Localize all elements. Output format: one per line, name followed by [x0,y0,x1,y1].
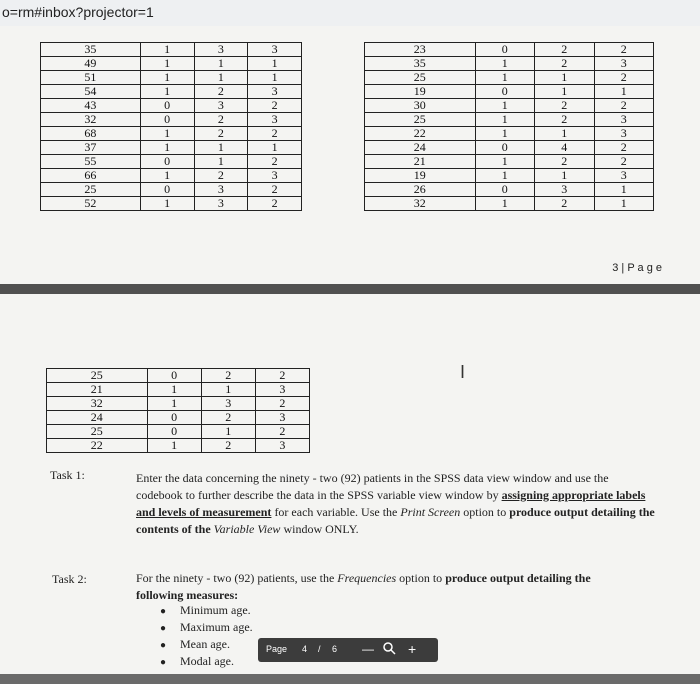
text-cursor-icon: I [460,362,466,382]
table-cell: 1 [194,71,248,85]
table-cell: 2 [594,71,654,85]
zoom-out-button[interactable]: — [362,642,374,656]
table-cell: 1 [248,141,302,155]
table-cell: 0 [475,141,535,155]
table-row [47,397,310,411]
table-cell: 0 [147,369,201,383]
table-cell: 1 [594,183,654,197]
page-footer: 3 | P a g e [612,262,662,274]
table-cell: 2 [201,369,255,383]
table-cell: 32 [41,113,141,127]
table-cell: 2 [194,127,248,141]
table-cell: 1 [475,71,535,85]
table-cell: 2 [248,183,302,197]
table-cell: 2 [255,369,309,383]
table-cell: 21 [47,383,148,397]
task1-italic: Print Screen [400,505,461,519]
data-table-continued [46,368,310,453]
table-cell: 3 [194,99,248,113]
table-cell: 2 [248,127,302,141]
table-cell: 3 [194,183,248,197]
table-cell: 2 [248,99,302,113]
table-cell: 25 [47,369,148,383]
table-cell: 52 [41,197,141,211]
task2-label: Task 2: [52,572,87,586]
table-cell: 37 [41,141,141,155]
table-row [365,99,654,113]
zoom-in-button[interactable]: + [408,641,417,657]
task1-text-part: for each variable. Use the [271,505,401,519]
page-gap [0,284,700,294]
table-cell: 3 [594,169,654,183]
table-cell: 1 [475,99,535,113]
table-cell: 25 [47,425,148,439]
table-cell: 24 [365,141,476,155]
table-cell: 49 [41,57,141,71]
table-cell: 3 [194,197,248,211]
table-cell: 1 [475,127,535,141]
table-cell: 3 [255,383,309,397]
table-cell: 3 [594,127,654,141]
table-cell: 2 [194,113,248,127]
task1-text [136,470,656,538]
table-cell: 1 [594,85,654,99]
table-cell: 23 [365,43,476,57]
data-table-right [364,42,654,211]
table-row [365,141,654,155]
table-cell: 2 [248,155,302,169]
table-row [47,425,310,439]
table-row [365,71,654,85]
table-cell: 0 [140,155,194,169]
table-row [365,85,654,99]
table-cell: 1 [194,57,248,71]
document-page-3 [0,26,700,284]
table-cell: 26 [365,183,476,197]
table-cell: 1 [147,397,201,411]
table-cell: 0 [140,99,194,113]
table-cell: 1 [535,85,595,99]
table-cell: 1 [594,197,654,211]
zoom-icon[interactable] [382,641,396,657]
task1-text-part: option to [460,505,510,519]
table-cell: 2 [194,85,248,99]
url-text[interactable]: o=rm#inbox?projector=1 [2,4,154,20]
list-item [160,653,253,670]
bottom-edge [0,674,700,684]
table-cell: 35 [365,57,476,71]
table-cell: 25 [365,113,476,127]
table-cell: 1 [140,197,194,211]
table-cell: 19 [365,169,476,183]
table-cell: 2 [535,57,595,71]
table-cell: 1 [535,127,595,141]
table-cell: 1 [140,141,194,155]
table-row [41,99,302,113]
bullet-icon: ● [160,606,167,617]
task1-label: Task 1: [50,468,85,482]
task1-text-part: Enter the data concerning the ninety - two (92) patients in the SPSS data view window and use the codebook to further describe the data in the SPSS variable view window by [136,471,609,502]
document-page-4 [0,294,700,674]
table-cell: 32 [365,197,476,211]
table-cell: 3 [248,43,302,57]
table-cell: 2 [255,425,309,439]
table-row [41,183,302,197]
table-cell: 2 [194,169,248,183]
table-row [365,183,654,197]
table-cell: 2 [535,197,595,211]
table-cell: 51 [41,71,141,85]
table-cell: 19 [365,85,476,99]
table-cell: 3 [255,439,309,453]
table-cell: 1 [140,169,194,183]
task2-bold: produce output detailing the following measures: [136,571,591,602]
table-cell: 3 [248,85,302,99]
table-cell: 2 [535,43,595,57]
table-cell: 3 [248,169,302,183]
task1-underlined: assigning appropriate labels and levels of measurement [136,488,646,519]
table-cell: 2 [594,141,654,155]
table-row [41,43,302,57]
table-cell: 54 [41,85,141,99]
list-item-text: Mean age. [180,637,230,651]
table-cell: 32 [47,397,148,411]
table-cell: 3 [248,113,302,127]
bullet-icon: ● [160,640,167,651]
task2-text [136,570,606,604]
table-cell: 43 [41,99,141,113]
table-row [47,383,310,397]
table-cell: 3 [194,43,248,57]
table-cell: 0 [140,183,194,197]
table-cell: 2 [594,155,654,169]
table-row [41,71,302,85]
table-row [365,43,654,57]
table-row [47,439,310,453]
task2-text-part: option to [396,571,446,585]
list-item-text: Minimum age. [180,603,251,617]
list-item-text: Maximum age. [180,620,253,634]
table-cell: 0 [475,43,535,57]
table-cell: 1 [248,71,302,85]
table-cell: 3 [594,113,654,127]
page-label: Page [266,644,288,654]
table-cell: 1 [194,141,248,155]
task2-text-part: For the ninety - two (92) patients, use the [136,571,338,585]
list-item [160,602,253,619]
table-cell: 1 [535,169,595,183]
list-item [160,619,253,636]
table-row [365,127,654,141]
table-row [41,57,302,71]
page-separator: / [318,644,321,654]
page-current[interactable]: 4 [302,644,308,654]
page-navigation-toolbar [258,638,438,662]
task1-text-part: window ONLY. [280,522,359,536]
table-cell: 0 [147,425,201,439]
task1-italic: Variable View [213,522,281,536]
task1-bold: produce output detailing the contents of the [136,505,655,536]
table-row [365,197,654,211]
table-cell: 1 [475,155,535,169]
table-cell: 1 [140,57,194,71]
table-cell: 2 [594,43,654,57]
table-cell: 0 [147,411,201,425]
table-cell: 24 [47,411,148,425]
table-cell: 1 [248,57,302,71]
table-cell: 1 [201,425,255,439]
table-cell: 1 [535,71,595,85]
table-cell: 0 [475,183,535,197]
table-cell: 25 [41,183,141,197]
table-row [47,369,310,383]
table-row [41,197,302,211]
table-row [365,57,654,71]
table-cell: 2 [201,411,255,425]
table-cell: 2 [255,397,309,411]
table-cell: 3 [535,183,595,197]
table-cell: 1 [194,155,248,169]
table-cell: 0 [475,85,535,99]
table-cell: 21 [365,155,476,169]
table-row [41,141,302,155]
list-item [160,636,253,653]
table-row [41,155,302,169]
table-row [365,169,654,183]
table-cell: 2 [594,99,654,113]
table-row [41,169,302,183]
table-row [41,113,302,127]
table-cell: 3 [255,411,309,425]
table-cell: 1 [475,113,535,127]
table-cell: 66 [41,169,141,183]
table-row [41,85,302,99]
table-cell: 1 [140,127,194,141]
table-cell: 22 [365,127,476,141]
table-cell: 2 [535,155,595,169]
data-table-left [40,42,302,211]
table-cell: 25 [365,71,476,85]
table-cell: 55 [41,155,141,169]
table-row [41,127,302,141]
table-cell: 1 [147,439,201,453]
task2-italic: Frequencies [337,571,397,585]
table-cell: 22 [47,439,148,453]
table-row [365,155,654,169]
table-cell: 2 [535,113,595,127]
table-cell: 1 [201,383,255,397]
bullet-icon: ● [160,657,167,668]
table-cell: 1 [140,43,194,57]
table-cell: 68 [41,127,141,141]
table-cell: 3 [201,397,255,411]
table-cell: 4 [535,141,595,155]
list-item-text: Modal age. [180,654,234,668]
bullet-icon: ● [160,623,167,634]
page-total: 6 [332,644,338,654]
table-cell: 1 [147,383,201,397]
table-cell: 30 [365,99,476,113]
table-cell: 2 [248,197,302,211]
table-cell: 1 [475,169,535,183]
table-cell: 1 [475,197,535,211]
table-cell: 0 [140,113,194,127]
table-cell: 1 [140,85,194,99]
measures-list [160,602,253,670]
table-cell: 3 [594,57,654,71]
table-cell: 2 [535,99,595,113]
table-cell: 1 [475,57,535,71]
table-row [365,113,654,127]
table-cell: 35 [41,43,141,57]
address-bar[interactable] [0,0,700,27]
table-cell: 2 [201,439,255,453]
table-row [47,411,310,425]
table-cell: 1 [140,71,194,85]
